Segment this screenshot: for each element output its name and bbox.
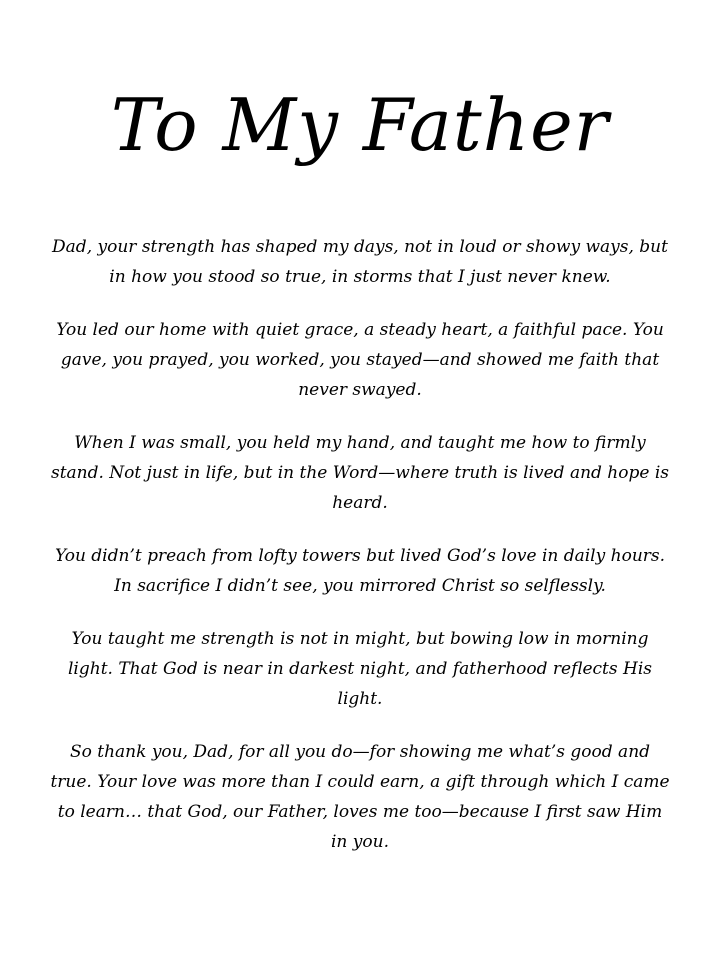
poem-title: To My Father (110, 83, 610, 167)
stanza-2: You led our home with quiet grace, a steady heart, a faithful pace. You gave, you prayed, you worked, you stayed—and showed me faith that never swayed. (56, 320, 664, 400)
stanza-6: So thank you, Dad, for all you do—for showing me what’s good and true. Your love was more than I could earn, a gift through which I came to learn… that God, our Father, loves me too—because I first saw Him in you. (50, 742, 670, 852)
stanza-1: Dad, your strength has shaped my days, not in loud or showy ways, but in how you stood so true, in storms that I just never knew. (52, 237, 668, 287)
stanza-3: When I was small, you held my hand, and taught me how to firmly stand. Not just in life, but in the Word—where truth is lived and hope is heard. (50, 433, 670, 513)
stanza-4: You didn’t preach from lofty towers but lived God’s love in daily hours. In sacrifice I didn’t see, you mirrored Christ so selflessly. (54, 546, 666, 596)
stanza-5: You taught me strength is not in might, but bowing low in morning light. That God is near in darkest night, and fatherhood reflects His light. (68, 629, 652, 709)
poem-body (50, 232, 670, 880)
